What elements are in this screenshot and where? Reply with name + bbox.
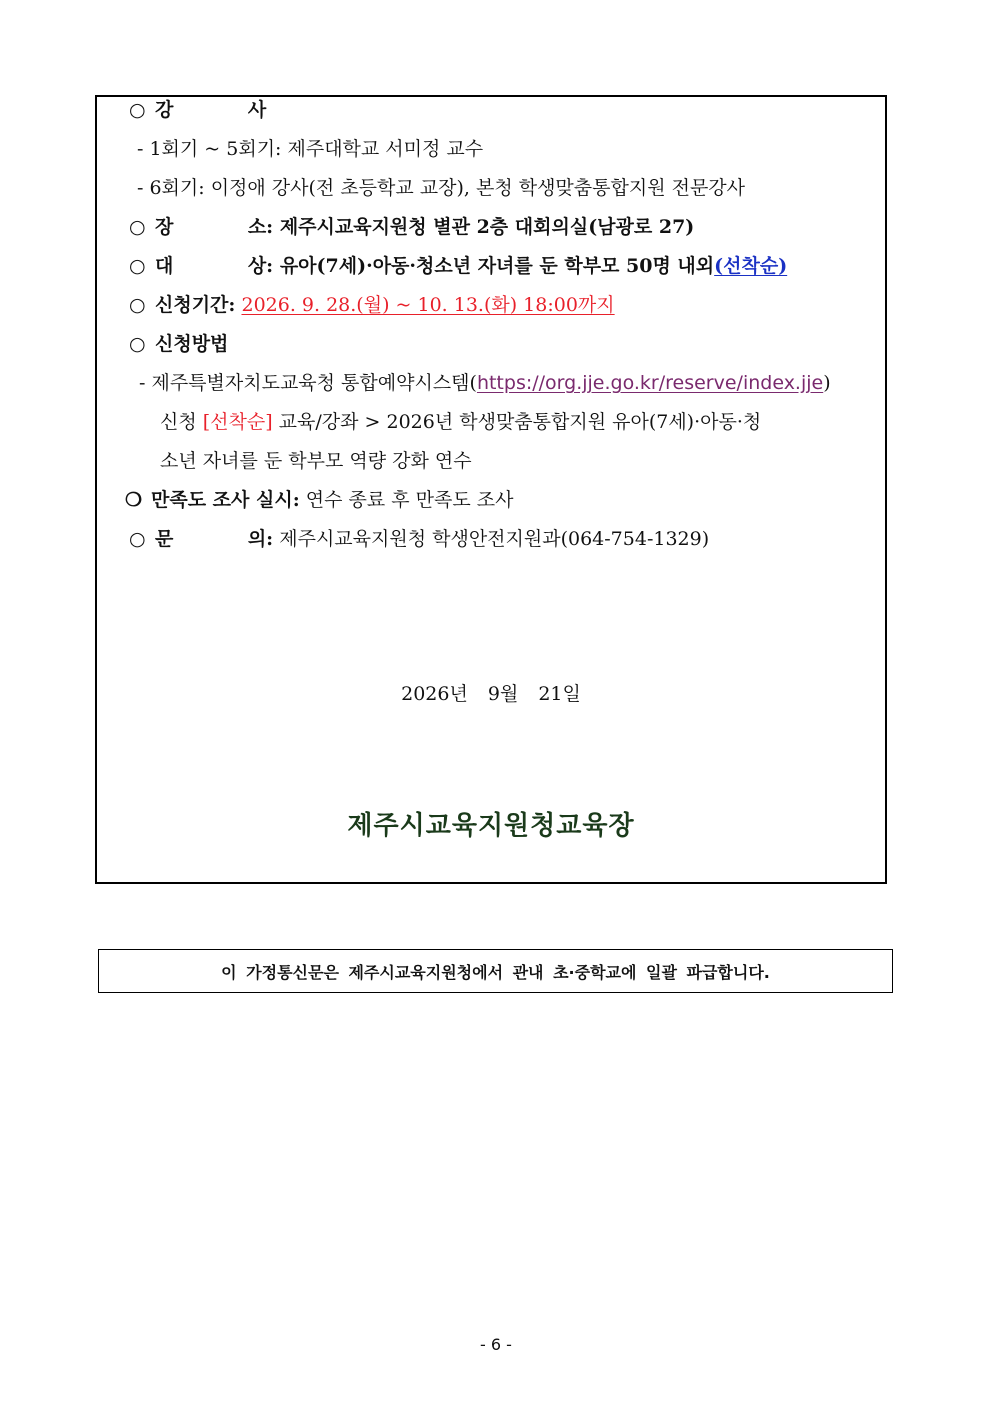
period-row [129,292,615,318]
circle-bullet-icon: ○ [129,528,146,550]
notice-content-box [95,95,887,884]
lecturer-label: 강 사 [155,99,267,121]
inquiry-row [129,526,709,552]
signer-title: 제주시교육지원청교육장 [347,811,635,841]
place-row [129,214,694,240]
circle-bullet-icon: ❍ [125,489,143,511]
survey-label: 만족도 조사 실시: [151,489,300,511]
page-number: - 6 - [480,1335,512,1354]
target-value: 유아(7세)·아동·청소년 자녀를 둔 학부모 50명 내외 [279,255,715,277]
reserve-link[interactable]: https://org.jje.go.kr/reserve/index.jje [476,372,824,394]
distribution-notice: 이 가정통신문은 제주시교육지원청에서 관내 초·중학교에 일괄 파급합니다. [98,949,893,993]
method-label: 신청방법 [155,333,229,355]
lecturer-item-1: - 1회기 ~ 5회기: 제주대학교 서미정 교수 [137,138,484,160]
circle-bullet-icon: ○ [129,216,146,238]
target-label: 대 상: [155,255,274,277]
survey-row [125,487,513,513]
lecturer-item-2: - 6회기: 이정애 강사(전 초등학교 교장), 본청 학생맞춤통합지원 전문강사 [137,177,746,199]
method-path-text: 교육/강좌 > 2026년 학생맞춤통합지원 유아(7세)·아동·청 [272,411,762,433]
circle-bullet-icon: ○ [129,294,146,316]
inquiry-value: 제주시교육지원청 학생안전지원과(064-754-1329) [279,528,710,550]
method-apply-text: 신청 [160,411,203,433]
circle-bullet-icon: ○ [129,99,146,121]
inquiry-label: 문 의: [155,528,274,550]
period-value: 2026. 9. 28.(월) ~ 10. 13.(화) 18:00까지 [241,294,615,316]
place-label: 장 소: [155,216,274,238]
method-line-1 [139,370,831,396]
target-row [129,253,787,279]
method-heading [129,331,228,357]
method-line-2 [160,409,761,435]
first-come-badge: (선착순) [714,255,788,277]
survey-value: 연수 종료 후 만족도 조사 [305,489,514,511]
first-come-tag: [선착순] [202,411,273,433]
circle-bullet-icon: ○ [129,333,146,355]
place-value: 제주시교육지원청 별관 2층 대회의실(남광로 27) [279,216,695,238]
lecturer-heading [129,97,266,123]
issue-date: 2026년 9월 21일 [401,683,581,705]
method-line-3: 소년 자녀를 둔 학부모 역량 강화 연수 [160,450,472,472]
circle-bullet-icon: ○ [129,255,146,277]
method-paren-close: ) [823,372,831,394]
method-system-text: - 제주특별자치도교육청 통합예약시스템( [139,372,477,394]
period-label: 신청기간: [155,294,236,316]
